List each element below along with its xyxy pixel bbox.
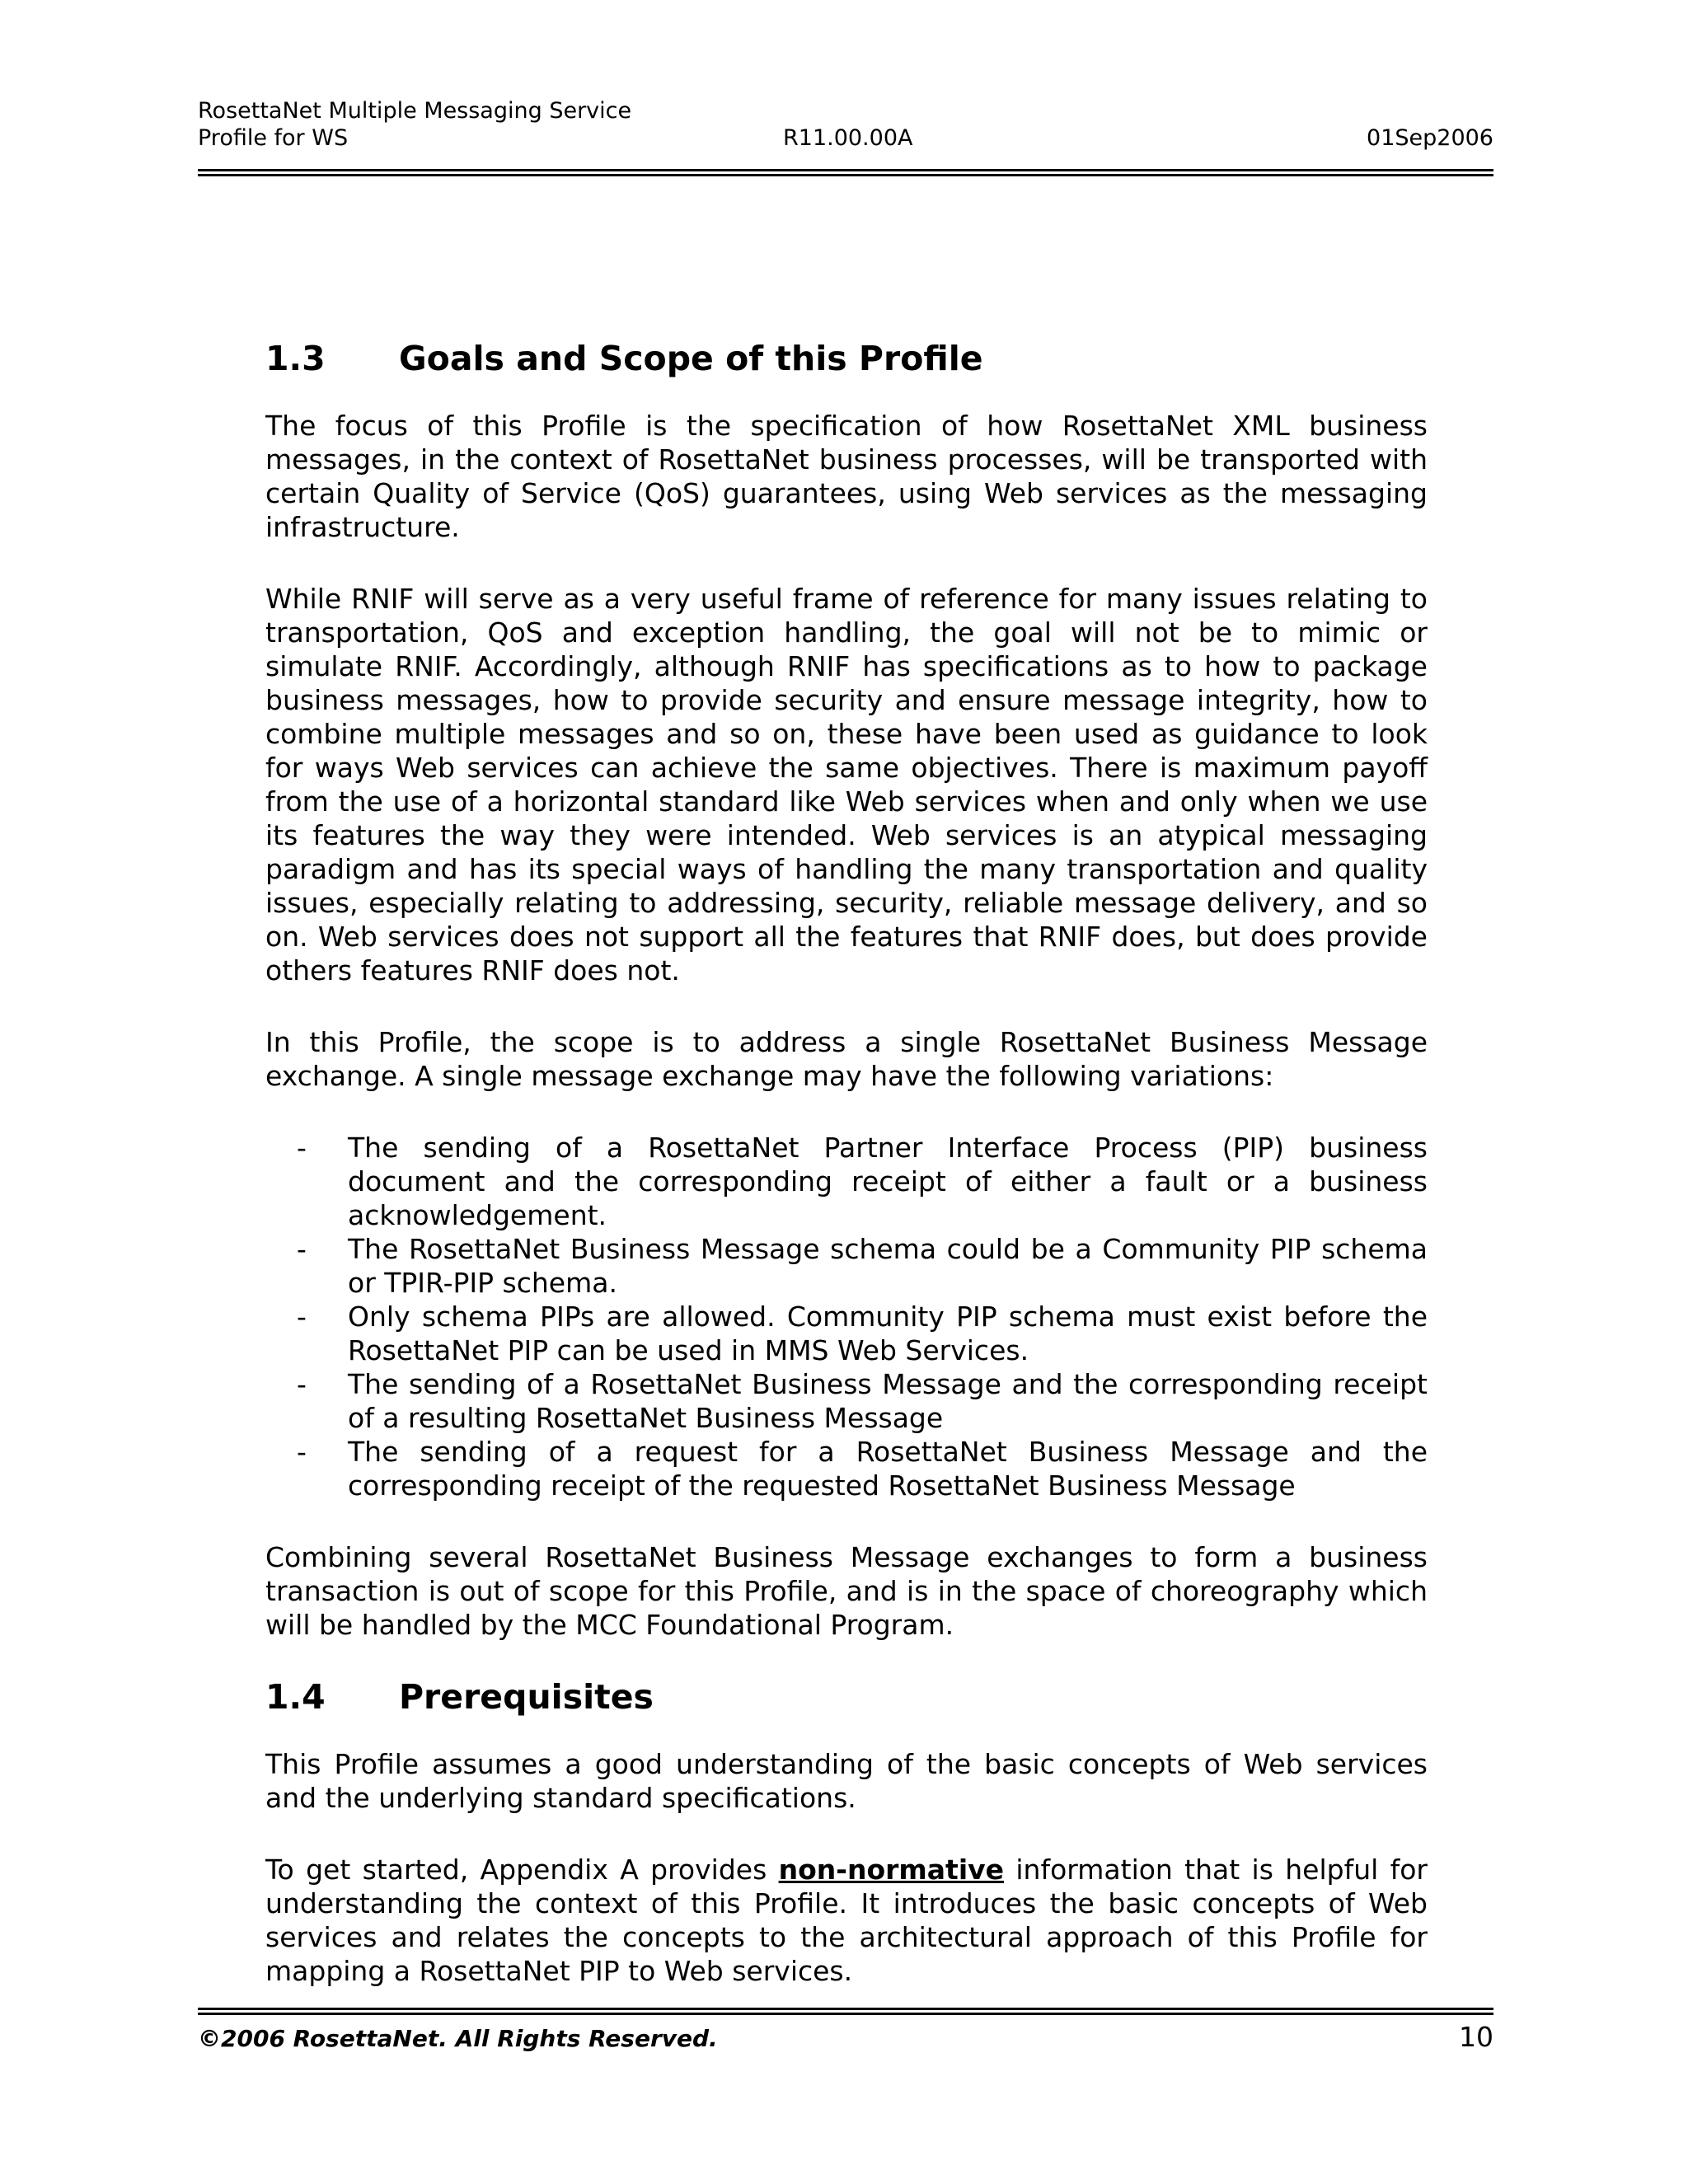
dash-bullet: - [297,1436,307,1468]
dash-bullet: - [297,1301,307,1333]
header-divider [198,169,1493,176]
paragraph-appendix [265,1853,1428,1988]
paragraph-scope: In this Profile, the scope is to address a single RosettaNet Business Message exchange. A single message exchange may have the following variations: [265,1026,1428,1092]
list-item [265,1131,1428,1232]
footer-divider [198,2008,1493,2015]
list-item-text: The sending of a RosettaNet Business Message and the corresponding receipt of a resulting RosettaNet Business Message [348,1368,1428,1434]
section-number: 1.3 [265,339,326,378]
paragraph-focus: The focus of this Profile is the specification of how RosettaNet XML business messages, in the context of RosettaNet business processes, will be transported with certain Quality of Service (QoS) guarantees, using Web services as the messaging infrastructure. [265,410,1428,543]
page-number: 10 [1459,2021,1493,2053]
header-title-line2: Profile for WS [198,125,349,151]
list-item [265,1300,1428,1367]
dash-bullet: - [297,1368,307,1400]
copyright-notice: ©2006 RosettaNet. All Rights Reserved. [198,2025,718,2052]
appendix-text-before: To get started, Appendix A provides [265,1854,779,1886]
header-title-line1: RosettaNet Multiple Messaging Service [198,98,632,124]
dash-bullet: - [297,1132,307,1164]
list-item-text: The sending of a request for a RosettaNet Business Message and the corresponding receipt of the requested RosettaNet Business Message [348,1436,1428,1502]
paragraph-out-of-scope: Combining several RosettaNet Business Message exchanges to form a business transaction is out of scope for this Profile, and is in the space of choreography which will be handled by the MCC Foundational Program. [265,1541,1428,1641]
page-footer [198,2021,1493,2053]
section-heading-1-3 [265,338,1428,379]
list-item-text: Only schema PIPs are allowed. Community PIP schema must exist before the RosettaNet PIP can be used in MMS Web Services. [348,1301,1428,1366]
page-header [198,97,1493,152]
section-number: 1.4 [265,1677,326,1717]
header-date: 01Sep2006 [1367,125,1493,151]
list-item [265,1435,1428,1502]
list-item [265,1232,1428,1300]
dash-bullet: - [297,1233,307,1265]
paragraph-assumptions: This Profile assumes a good understanding of the basic concepts of Web services and the underlying standard specifications. [265,1748,1428,1814]
document-body [265,338,1428,1988]
section-title: Goals and Scope of this Profile [399,339,983,378]
list-item-text: The sending of a RosettaNet Partner Interface Process (PIP) business document and the corresponding receipt of either a fault or a business acknowledgement. [348,1132,1428,1231]
header-revision: R11.00.00A [783,125,913,151]
list-item [265,1367,1428,1435]
list-item-text: The RosettaNet Business Message schema could be a Community PIP schema or TPIR-PIP schema. [348,1233,1428,1299]
paragraph-rnif: While RNIF will serve as a very useful frame of reference for many issues relating to transportation, QoS and exception handling, the goal will not be to mimic or simulate RNIF. Accordingly, although RNIF has specifications as to how to package business messages, how to provide security and ensure message integrity, how to combine multiple messages and so on, these have been used as guidance to look for ways Web services can achieve the same objectives. There is maximum payoff from the use of a horizontal standard like Web services when and only when we use its features the way they were intended. Web services is an atypical messaging paradigm and has its special ways of handling the many transportation and quality issues, especially relating to addressing, security, reliable message delivery, and so on. Web services does not support all the features that RNIF does, but does provide others features RNIF does not. [265,583,1428,987]
section-title: Prerequisites [399,1677,654,1717]
variations-list [265,1131,1428,1502]
appendix-text-after: information that is helpful for understanding the context of this Profile. It introduces the basic concepts of Web services and relates the concepts to the architectural approach of this Profile for mapping a RosettaNet PIP to Web services. [265,1854,1428,1987]
non-normative-emphasis: non-normative [778,1854,1005,1886]
section-heading-1-4 [265,1676,1428,1718]
